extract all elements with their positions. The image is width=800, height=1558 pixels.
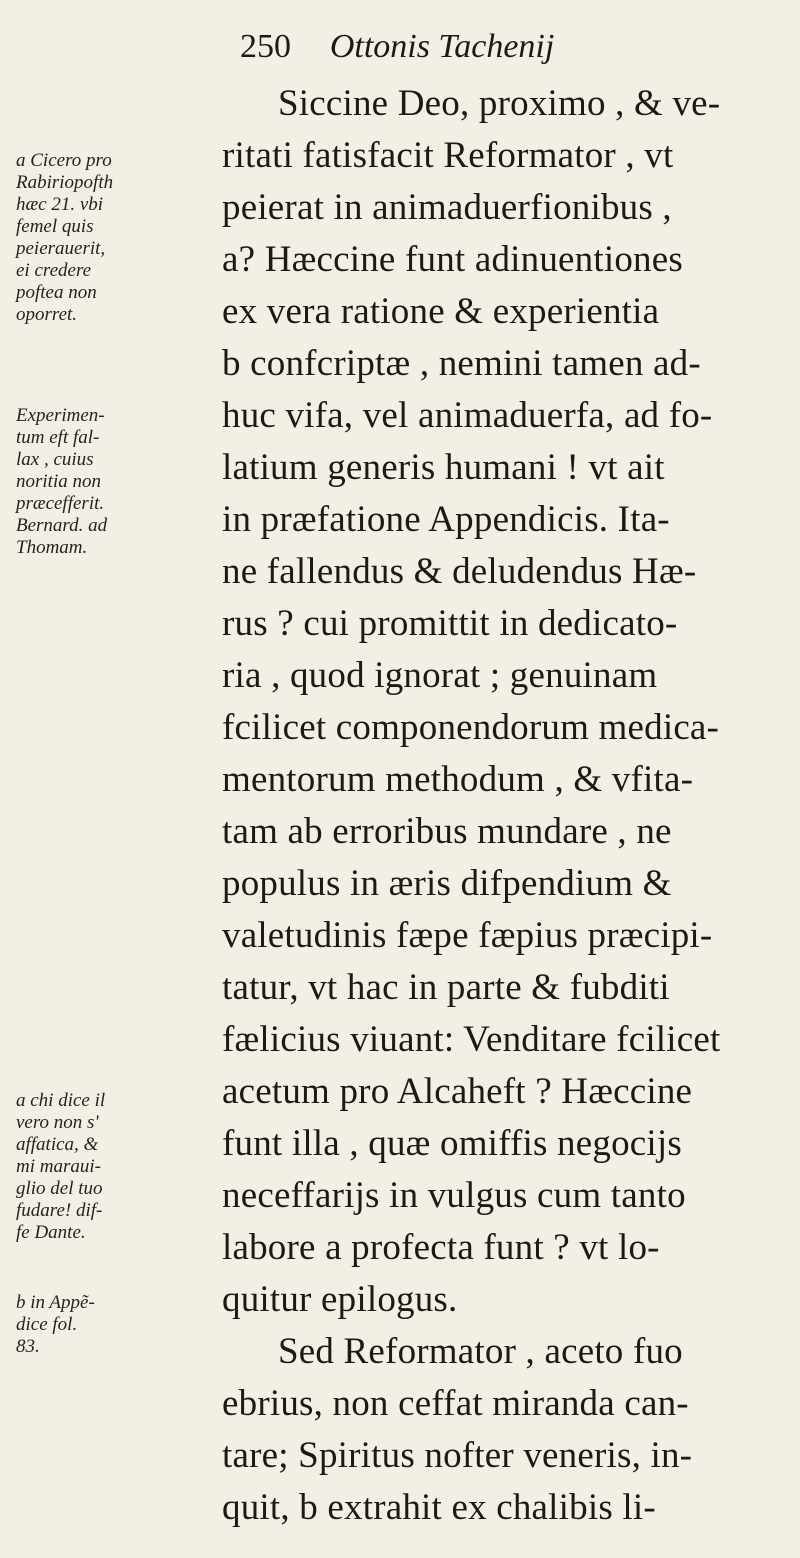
text-line: fælicius viuant: Venditare fcilicet [222,1019,721,1060]
margin-note-line: affatica, & [16,1134,99,1155]
margin-note-line: Experimen- [16,405,105,426]
margin-note-line: poftea non [16,282,97,303]
text-line: populus in æris difpendium & [222,863,672,904]
text-line: quit, b extrahit ex chalibis li- [222,1487,656,1528]
text-line: quitur epilogus. [222,1279,458,1320]
text-line: fcilicet componendorum medica- [222,707,720,748]
margin-note-line: femel quis [16,216,94,237]
margin-note-line: fe Dante. [16,1222,86,1243]
margin-note-line: peierauerit, [16,238,106,259]
text-line: Sed Reformator , aceto fuo [278,1331,683,1372]
text-line: valetudinis fæpe fæpius præcipi- [222,915,713,956]
margin-note-line: b in Appẽ- [16,1292,95,1313]
text-line: labore a profecta funt ? vt lo- [222,1227,660,1268]
text-line: ebrius, non ceffat miranda can- [222,1383,689,1424]
margin-note-line: præcefferit. [16,493,105,514]
margin-note-line: a Cicero pro [16,150,112,171]
margin-note-line: Thomam. [16,537,88,558]
margin-note-appendix [16,1292,216,1358]
main-text-block [222,78,782,1534]
margin-note-line: a chi dice il [16,1090,106,1111]
text-line: latium generis humani ! vt ait [222,447,665,488]
margin-note-line: Bernard. ad [16,515,108,536]
margin-note-line: tum eft fal- [16,427,100,448]
text-line: ne fallendus & deludendus Hæ- [222,551,697,592]
text-line: tare; Spiritus nofter veneris, in- [222,1435,693,1476]
margin-note-line: dice fol. [16,1314,78,1335]
text-line: in præfatione Appendicis. Ita- [222,499,670,540]
text-line: peierat in animaduerfionibus , [222,187,672,228]
margin-note-line: glio del tuo [16,1178,103,1199]
page-number: 250 [240,28,291,65]
text-line: ria , quod ignorat ; genuinam [222,655,658,696]
text-line: acetum pro Alcaheft ? Hæccine [222,1071,693,1112]
running-title: Ottonis Tachenij [329,28,555,65]
margin-note-dante [16,1090,216,1244]
text-line: b confcriptæ , nemini tamen ad- [222,343,701,384]
margin-note-line: lax , cuius [16,449,94,470]
margin-note-line: vero non s' [16,1112,99,1133]
text-line: tatur, vt hac in parte & fubditi [222,967,670,1008]
margin-note-line: 83. [16,1336,40,1357]
text-line: tam ab erroribus mundare , ne [222,811,672,852]
text-line: ritati fatisfacit Reformator , vt [222,135,674,176]
margin-note-line: oporret. [16,304,78,325]
margin-note-line: Rabiriopofth [16,172,114,193]
margin-note-cicero [16,150,216,326]
text-line: Siccine Deo, proximo , & ve- [278,83,721,124]
text-line: ex vera ratione & experientia [222,291,660,332]
text-line: neceffarijs in vulgus cum tanto [222,1175,686,1216]
text-line: huc vifa, vel animaduerfa, ad fo- [222,395,713,436]
text-line: a? Hæccine funt adinuentiones [222,239,683,280]
running-head [240,18,760,74]
margin-note-line: fudare! dif- [16,1200,103,1221]
margin-note-experimentum [16,405,216,559]
text-line: rus ? cui promittit in dedicato- [222,603,678,644]
margin-note-line: noritia non [16,471,101,492]
text-line: mentorum methodum , & vfita- [222,759,694,800]
margin-note-line: hæc 21. vbi [16,194,104,215]
text-line: funt illa , quæ omiffis negocijs [222,1123,682,1164]
margin-note-line: mi maraui- [16,1156,101,1177]
margin-note-line: ei credere [16,260,92,281]
